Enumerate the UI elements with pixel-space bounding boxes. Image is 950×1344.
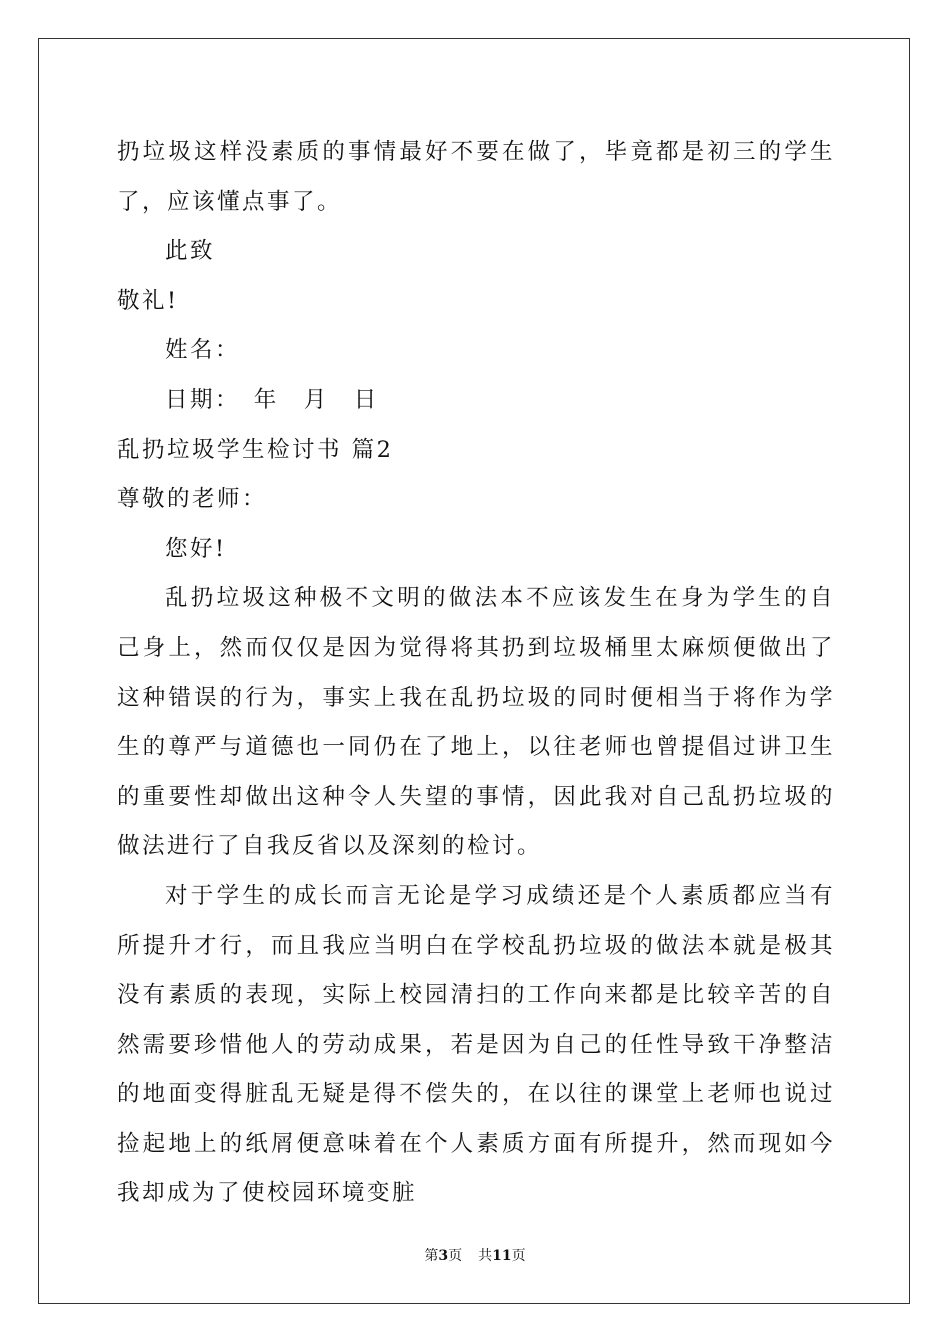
closing-cizhi: 此致 (165, 238, 216, 265)
greeting: 您好! (165, 535, 227, 562)
page-footer (0, 1245, 950, 1265)
page-total: 11 (492, 1248, 512, 1264)
signature-date: 日期： 年 月 日 (165, 386, 379, 413)
page-current: 3 (438, 1248, 449, 1264)
section-heading: 乱扔垃圾学生检讨书 篇2 (117, 436, 394, 463)
paragraph-body-2: 对于学生的成长而言无论是学习成绩还是个人素质都应当有所提升才行，而且我应当明白在学校乱扔垃圾的做法本就是极其没有素质的表现，实际上校园清扫的工作向来都是比较辛苦的自然需要珍惜他人的劳动成果，若是因为自己的任性导致干净整洁的地面变得脏乱无疑是得不偿失的，在以往的课堂上老师也说过捡起地上的纸屑便意味着在个人素质方面有所提升，然而现如今我却成为了使校园环境变脏 (117, 882, 835, 1207)
page-suffix: 页 (448, 1248, 463, 1264)
total-suffix: 页 (511, 1248, 526, 1264)
document-body (117, 128, 835, 1219)
signature-name: 姓名： (165, 337, 241, 364)
total-prefix: 共 (478, 1248, 493, 1264)
paragraph-1: 扔垃圾这样没素质的事情最好不要在做了，毕竟都是初三的学生了，应该懂点事了。 (117, 139, 835, 215)
closing-jingli: 敬礼! (117, 287, 179, 314)
paragraph-body-1: 乱扔垃圾这种极不文明的做法本不应该发生在身为学生的自己身上，然而仅仅是因为觉得将其扔到垃圾桶里太麻烦便做出了这种错误的行为，事实上我在乱扔垃圾的同时便相当于将作为学生的尊严与道德也一同仍在了地上，以往老师也曾提倡过讲卫生的重要性却做出这种令人失望的事情，因此我对自己乱扔垃圾的做法进行了自我反省以及深刻的检讨。 (117, 585, 835, 860)
salutation: 尊敬的老师： (117, 486, 268, 513)
page-prefix: 第 (424, 1248, 439, 1264)
